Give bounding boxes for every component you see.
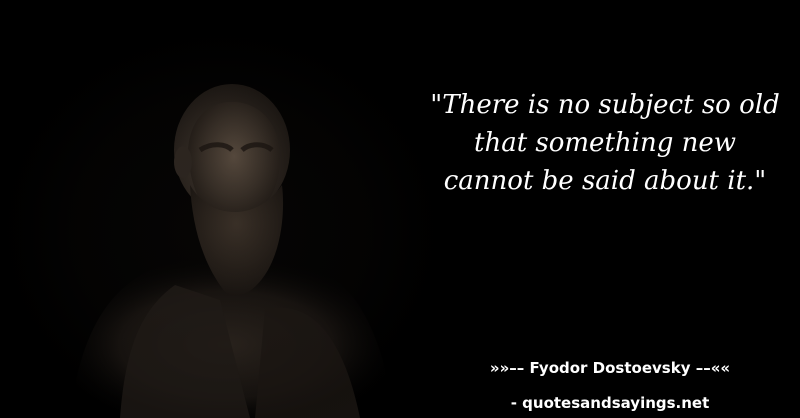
site-credit: - quotesandsayings.net [510,394,710,412]
author-attribution: »»–– Fyodor Dostoevsky ––«« [489,359,731,377]
quote-text: "There is no subject so old that something new cannot be said about it." [430,90,780,196]
